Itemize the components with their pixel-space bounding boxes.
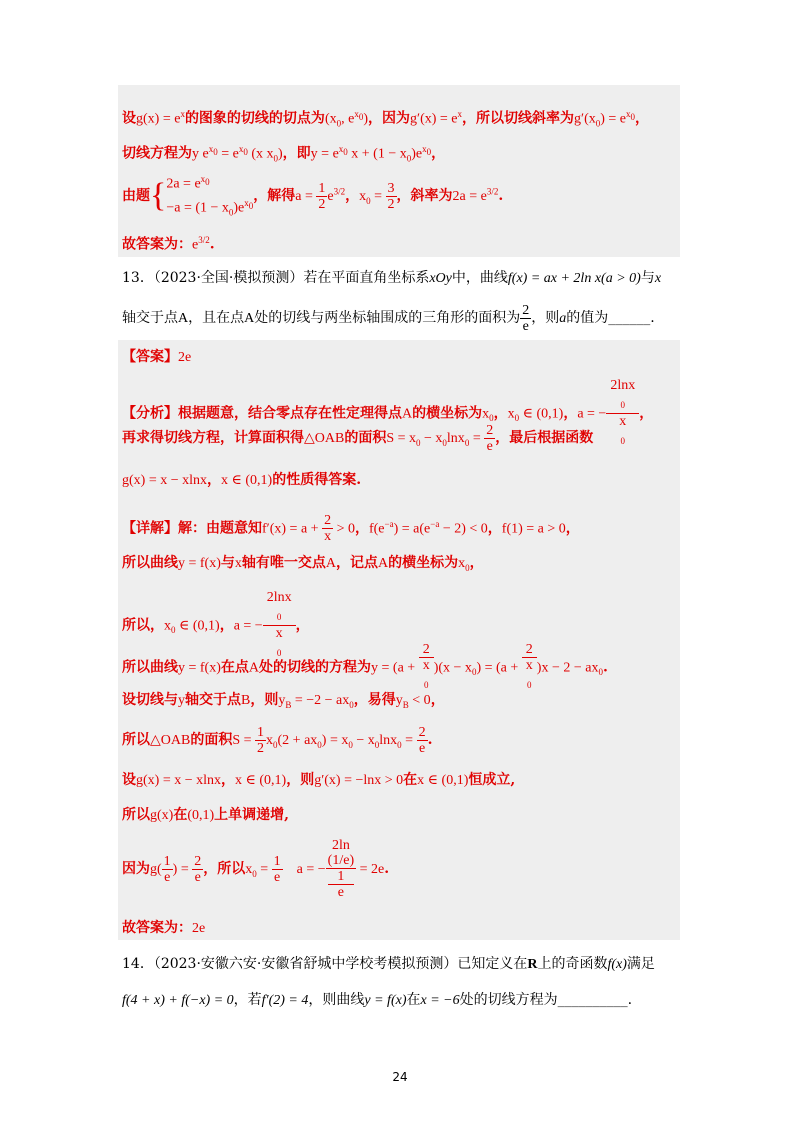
detail-line-10: 故答案为：2e — [122, 920, 206, 936]
detail-line-9: 因为g( $\frac{1}{e}$ ) = $\frac{2}{e}$ ，所以$x_0$ = $\frac{1}{e}$ a = − 2ln (1/e) 1 e = 2e. — [122, 838, 390, 900]
detail-line-1: 【详解】解：由题意知f′(x) = a + $\frac{2}{x}$ > 0，$f(e^{-a}) = a(e^{-a} - 2) < 0$，f(1) = a > 0， — [122, 513, 580, 545]
top-line-4: 故答案为：$e^{3/2}$. — [122, 235, 215, 253]
detail-line-2: 所以曲线y = f(x)与x轴有唯一交点A，记点A的横坐标为$x_0$， — [122, 555, 484, 573]
detail-line-8: 所以g(x)在(0,1)上单调递增, — [122, 807, 290, 823]
detail-line-5: 设切线与y轴交于点B，则$y_B = -2 - ax_0$，易得$y_B < 0$， — [122, 692, 445, 710]
detail-line-7: 设g(x) = x − xlnx，x ∈ (0,1)，则g′(x) = −lnx > 0在x ∈ (0,1)恒成立, — [122, 772, 516, 788]
detail-line-6: 所以△OAB的面积S = $\frac{1}{2}$ $x_0(2 + ax_0) = x_0 - x_0\ln x_0$ = $\frac{2}{e}$ . — [122, 724, 433, 756]
analysis-line-3: g(x) = x − xlnx，x ∈ (0,1)的性质得答案. — [122, 472, 362, 488]
analysis-line-2: 再求得切线方程，计算面积得△OAB的面积$S = x_0 - x_0\ln x_0$ = $\frac{2}{e}$ ，最后根据函数 — [122, 422, 594, 454]
answer-13: 【答案】2e — [122, 349, 192, 365]
detail-line-3: 所以，$x_0$ ∈ (0,1)，a = − 2lnx $_0$ x $_0$ ， — [122, 590, 310, 658]
q13-line-1: 13．（2023·全国·模拟预测）若在平面直角坐标系xOy中，曲线f(x) = ax + 2ln x(a > 0)与x — [122, 270, 662, 286]
page-number: 24 — [392, 1070, 408, 1084]
top-line-1: 设$g(x) = e^x$的图象的切线的切点为($x_0$, $e^{x_0}$)，因为$g'(x) = e^x$，所以切线斜率为$g'(x_0) = e^{x_0}$， — [122, 109, 650, 129]
detail-line-4: 所以曲线y = f(x)在点A处的切线的方程为y = (a + 2 x $_0$ )$(x - x_0) = (a$ + 2 x $_0$ )$x - 2 - ax_0$. — [122, 642, 608, 690]
top-line-2: 切线方程为y $e^{x_0} = e^{x_0}$ (x $x_0$)，即$y = e^{x_0}$ $x + (1 - x_0)e^{x_0}$， — [122, 144, 446, 164]
top-line-3: 由题{$2a = e^{x_0}$ $-a = (1 - x_0)e^{x_0}$，解得a = $\frac{1}{2}$ $e^{3/2}$，$x_0$ = $\frac{3}{2}$ ，斜率为$2a = e^{3/2}$. — [122, 174, 504, 218]
q14-line-2: f(4 + x) + f(−x) = 0，若f′(2) = 4，则曲线y = f(x)在x = −6处的切线方程为__________. — [122, 992, 633, 1008]
analysis-line-1: 【分析】根据题意，结合零点存在性定理得点A的横坐标为$x_0$，$x_0$ ∈ (0,1)，a = − 2lnx $_0$ x $_0$ ， — [122, 378, 654, 446]
q13-line-2: 轴交于点A，且在点A处的切线与两坐标轴围成的三角形的面积为 $\frac{2}{e}$ ，则a的值为______. — [122, 302, 655, 334]
q14-line-1: 14．（2023·安徽六安·安徽省舒城中学校考模拟预测）已知定义在R上的奇函数f(x)满足 — [122, 956, 655, 972]
